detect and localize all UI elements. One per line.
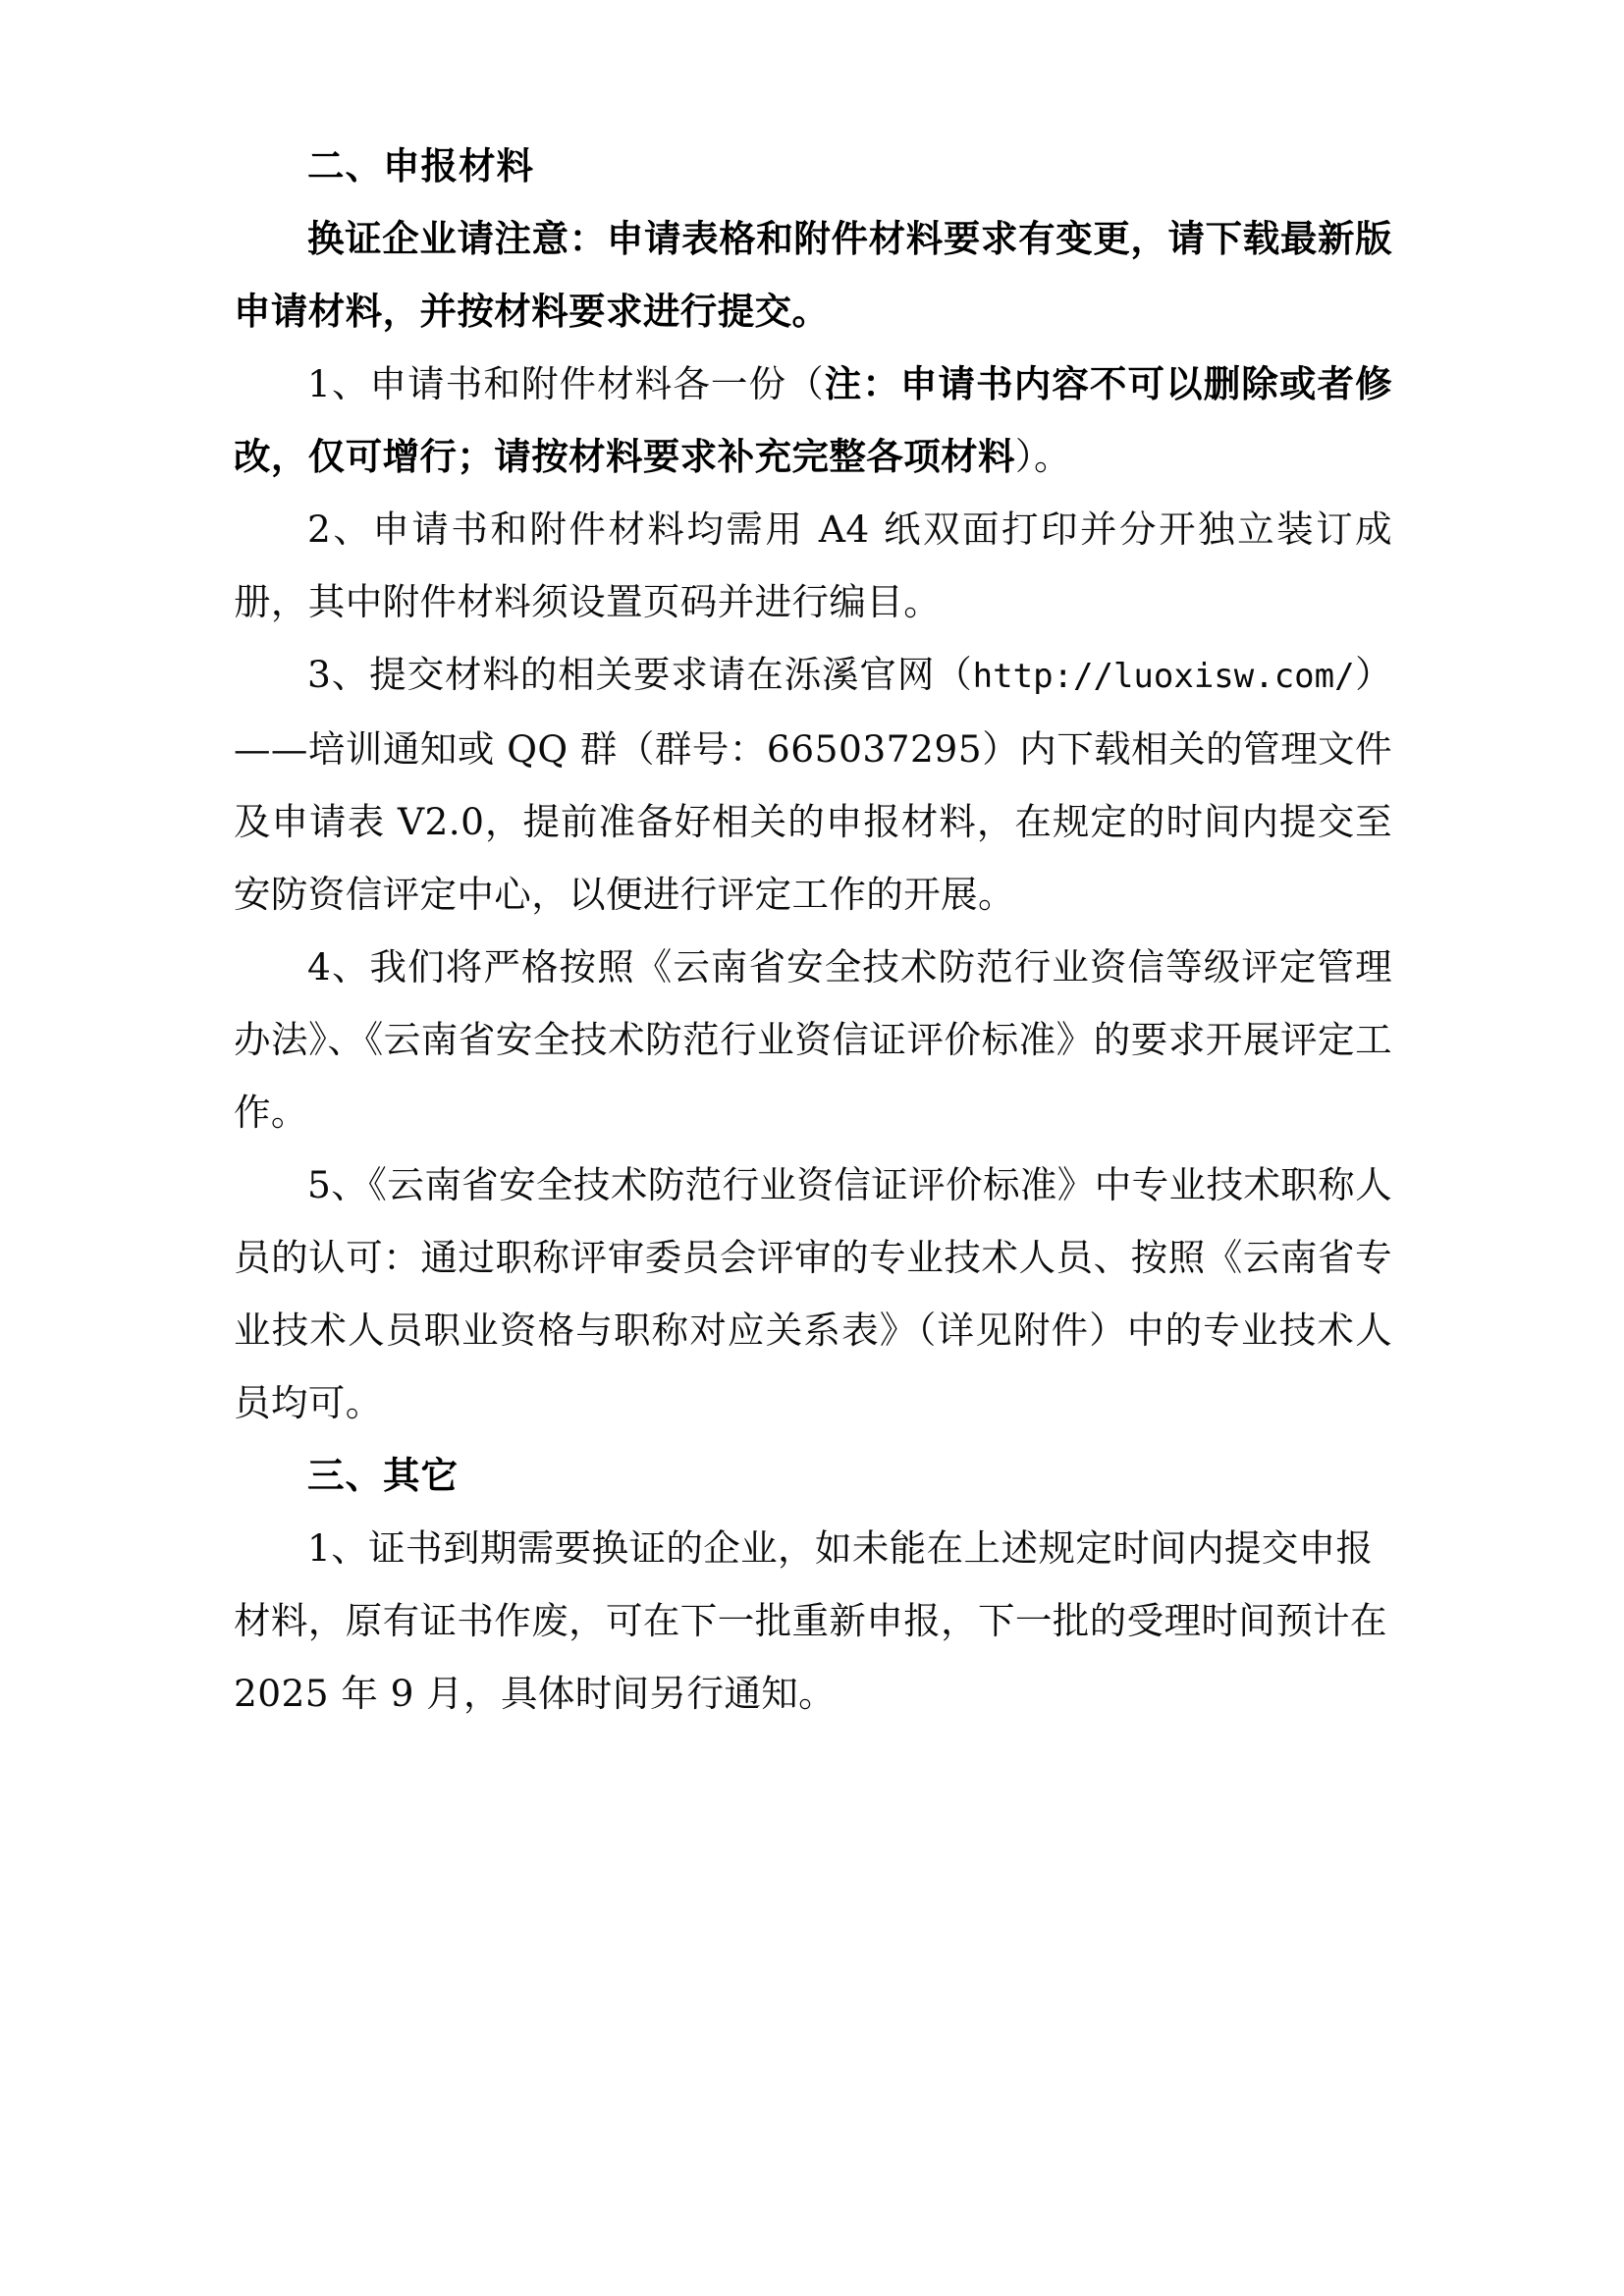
official-website-url[interactable]: http://luoxisw.com/ (972, 657, 1355, 696)
section-heading-three: 三、其它 (307, 1454, 459, 1497)
paragraph-item-2: 2、申请书和附件材料均需用 A4 纸双面打印并分开独立装订成册，其中附件材料须设置页码并进行编目。 (234, 507, 1392, 623)
item-3-part-c: ）内下载相关的管理文件及申请表 V2.0，提前准备好相关的申报材料，在规定的时间内提交至安防资信评定中心，以便进行评定工作的开展。 (234, 727, 1392, 916)
paragraph-item-5: 5、《云南省安全技术防范行业资信证评价标准》中专业技术职称人员的认可：通过职称评审委员会评审的专业技术人员、按照《云南省专业技术人员职业资格与职称对应关系表》（详见附件）中的专业技术人员均可。 (234, 1163, 1392, 1424)
paragraph-notice-rebranding: 换证企业请注意：申请表格和附件材料要求有变更，请下载最新版申请材料，并按材料要求进行提交。 (234, 217, 1392, 333)
item-3-part-b: ）——培训通知或 QQ 群（群号： (234, 653, 1392, 771)
item-1-tail: ）。 (1014, 435, 1071, 478)
qq-group-number: 665037295 (766, 727, 983, 771)
paragraph-other-item-1: 1、证书到期需要换证的企业，如未能在上述规定时间内提交申报材料，原有证书作废，可在下一批重新申报，下一批的受理时间预计在 2025 年 9 月，具体时间另行通知。 (234, 1526, 1387, 1715)
item-1-lead: 1、申请书和附件材料各一份（ (307, 362, 825, 405)
document-body (234, 130, 1392, 1730)
section-heading-two: 二、申报材料 (307, 144, 534, 187)
paragraph-item-3 (234, 638, 1392, 931)
item-3-part-a: 3、提交材料的相关要求请在泺溪官网（ (307, 653, 973, 696)
item-1-bold-note: 注：申请书内容不可以删除或者修改，仅可增行；请按材料要求补充完整各项材料 (234, 362, 1392, 478)
paragraph-item-4: 4、我们将严格按照《云南省安全技术防范行业资信等级评定管理办法》、《云南省安全技术防范行业资信证评价标准》的要求开展评定工作。 (234, 945, 1392, 1134)
paragraph-item-1 (234, 347, 1392, 493)
